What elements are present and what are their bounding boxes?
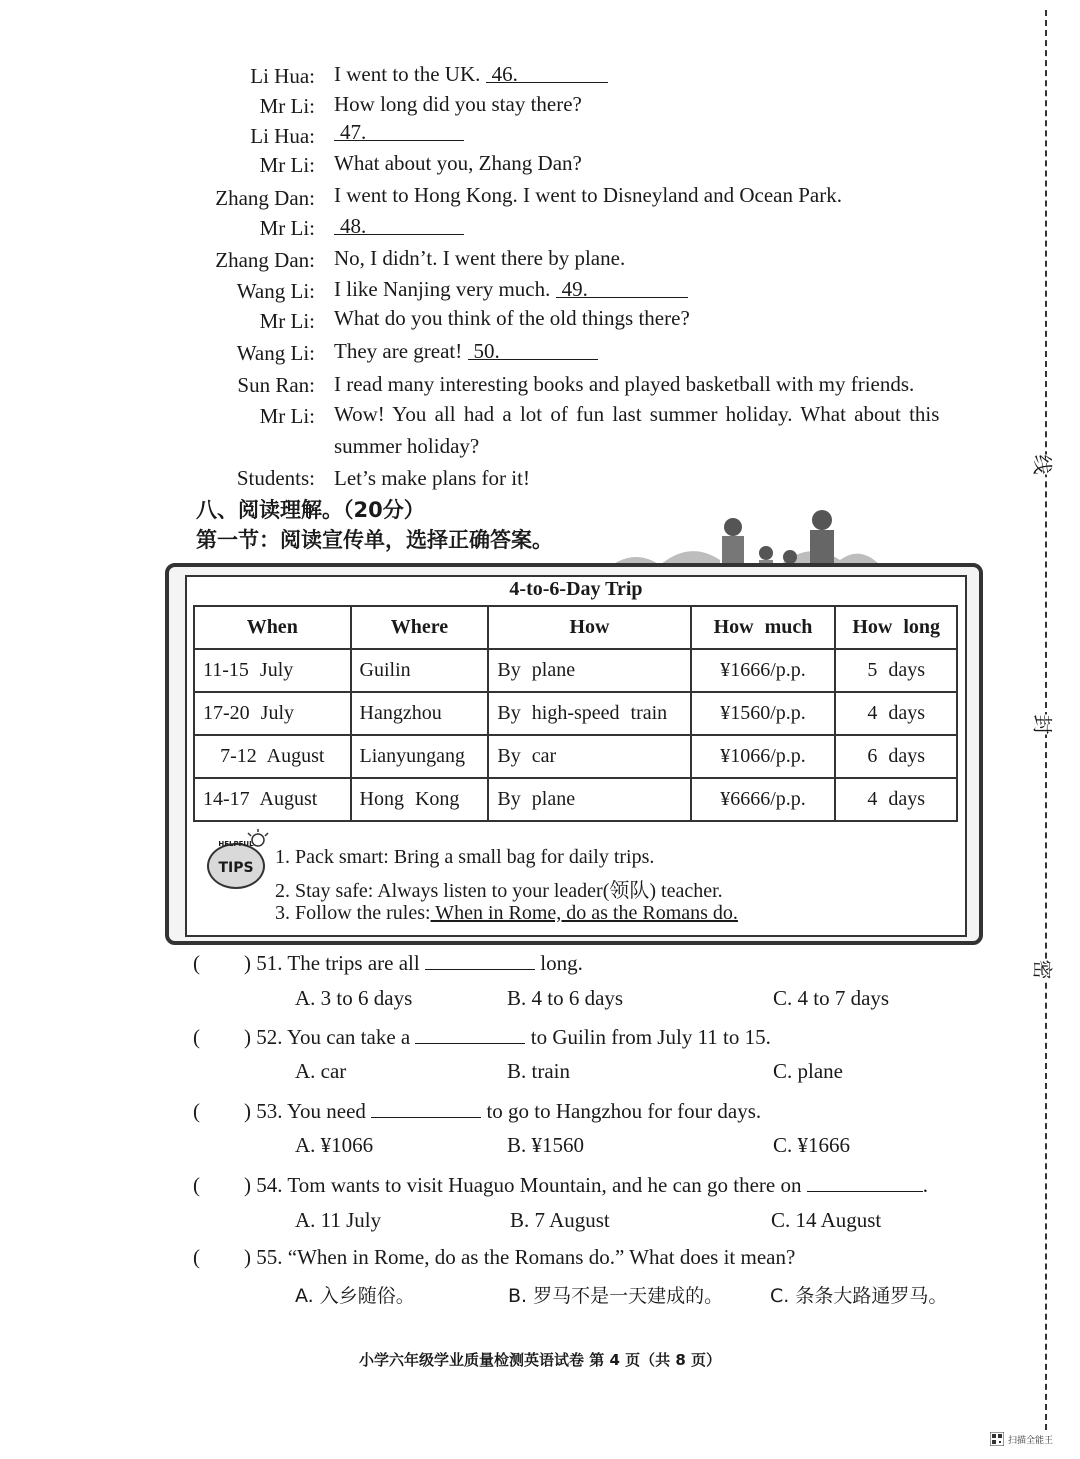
speaker: Mr Li: bbox=[259, 404, 315, 428]
question-text-end: to go to Hangzhou for four days. bbox=[486, 1099, 762, 1123]
margin-char: 线 bbox=[1030, 455, 1059, 475]
tip-proverb: When in Rome, do as the Romans do. bbox=[430, 902, 738, 924]
question-text-end: to Guilin from July 11 to 15. bbox=[530, 1025, 771, 1049]
column-header: How bbox=[488, 606, 690, 649]
question-text: 53. You need bbox=[256, 1099, 366, 1123]
answer-paren-close: ) bbox=[244, 1245, 251, 1269]
utterance-text: I like Nanjing very much. bbox=[334, 277, 551, 301]
trip-table bbox=[193, 605, 958, 822]
option-a: A. 11 July bbox=[295, 1208, 382, 1232]
tip-lead: 3. Follow the rules: bbox=[275, 902, 431, 924]
table-row bbox=[194, 649, 957, 692]
utterance: How long did you stay there? bbox=[334, 92, 582, 116]
question-text-end: . bbox=[922, 1173, 928, 1197]
margin-char: 封 bbox=[1030, 715, 1059, 735]
question-54 bbox=[193, 1171, 928, 1198]
column-header: When bbox=[194, 606, 351, 649]
cell-how: By plane bbox=[488, 649, 690, 692]
utterance-text: I went to the UK. bbox=[334, 62, 481, 86]
answer-blank: 48. bbox=[334, 214, 464, 235]
option-b: B. train bbox=[507, 1059, 570, 1083]
option-c: C. 14 August bbox=[771, 1208, 882, 1232]
utterance bbox=[334, 339, 598, 363]
option-c: C. 条条大路通罗马。 bbox=[770, 1285, 948, 1307]
trip-title: 4-to-6-Day Trip bbox=[509, 578, 643, 600]
cell-how-long: 4 days bbox=[835, 778, 957, 821]
speaker: Wang Li: bbox=[236, 279, 315, 303]
child-head bbox=[783, 550, 797, 564]
option-c: C. 4 to 7 days bbox=[773, 986, 890, 1010]
option-a: A. ¥1066 bbox=[295, 1133, 374, 1157]
answer-paren-close: ) bbox=[244, 1173, 251, 1197]
cell-when: 14-17 August bbox=[194, 778, 351, 821]
option-a: A. car bbox=[295, 1059, 347, 1083]
child-head bbox=[759, 546, 773, 560]
scan-stamp: 扫描全能王 bbox=[1008, 1436, 1054, 1446]
tips-badge-label: TIPS bbox=[218, 860, 254, 876]
question-text: 51. The trips are all bbox=[256, 951, 420, 975]
question-51 bbox=[193, 949, 583, 976]
answer-paren-close: ) bbox=[244, 951, 251, 975]
utterance bbox=[334, 120, 464, 144]
answer-blank: 49. bbox=[556, 277, 688, 298]
traveler-head bbox=[812, 510, 832, 530]
traveler-head bbox=[724, 518, 742, 536]
tips-badge-small: HELPFUL bbox=[218, 840, 254, 848]
cell-how: By car bbox=[488, 735, 690, 778]
speaker: Sun Ran: bbox=[237, 373, 315, 397]
utterance bbox=[334, 277, 688, 301]
tip-item: 1. Pack smart: Bring a small bag for daily trips. bbox=[275, 846, 655, 868]
utterance: What about you, Zhang Dan? bbox=[334, 151, 582, 175]
speaker: Mr Li: bbox=[259, 216, 315, 240]
cell-how: By plane bbox=[488, 778, 690, 821]
speaker: Wang Li: bbox=[236, 341, 315, 365]
answer-blank: 47. bbox=[334, 120, 464, 141]
option-b: B. ¥1560 bbox=[507, 1133, 585, 1157]
cell-how-long: 6 days bbox=[835, 735, 957, 778]
speaker: Zhang Dan: bbox=[215, 248, 315, 272]
cell-where: Lianyungang bbox=[351, 735, 489, 778]
cell-how-much: ¥6666/p.p. bbox=[691, 778, 836, 821]
utterance: summer holiday? bbox=[334, 434, 480, 458]
speaker: Mr Li: bbox=[259, 94, 315, 118]
utterance bbox=[334, 214, 464, 238]
margin-char: 密 bbox=[1030, 960, 1059, 980]
speaker: Li Hua: bbox=[250, 124, 315, 148]
question-52 bbox=[193, 1023, 771, 1050]
section-subtitle: 第一节：阅读宣传单，选择正确答案。 bbox=[196, 528, 553, 552]
option-b: B. 罗马不是一天建成的。 bbox=[508, 1285, 724, 1307]
question-text: 55. “When in Rome, do as the Romans do.” What does it mean? bbox=[256, 1245, 796, 1269]
answer-blank: 46. bbox=[486, 62, 608, 83]
option-c: C. plane bbox=[773, 1059, 843, 1083]
section-title: 八、阅读理解。（20分） bbox=[196, 498, 425, 522]
speaker: Li Hua: bbox=[250, 64, 315, 88]
cell-when: 7-12 August bbox=[194, 735, 351, 778]
utterance-text: They are great! bbox=[334, 339, 463, 363]
cell-how-long: 5 days bbox=[835, 649, 957, 692]
tip-item bbox=[275, 902, 738, 925]
cell-how-much: ¥1066/p.p. bbox=[691, 735, 836, 778]
cell-when: 17-20 July bbox=[194, 692, 351, 735]
cell-where: Hong Kong bbox=[351, 778, 489, 821]
utterance: What do you think of the old things there? bbox=[334, 306, 690, 330]
answer-blank bbox=[371, 1097, 481, 1118]
utterance: I read many interesting books and played basketball with my friends. bbox=[334, 372, 915, 396]
column-header: Where bbox=[351, 606, 489, 649]
option-a: A. 3 to 6 days bbox=[295, 986, 413, 1010]
option-b: B. 4 to 6 days bbox=[507, 986, 624, 1010]
answer-blank: 50. bbox=[468, 339, 598, 360]
answer-blank bbox=[807, 1171, 923, 1192]
utterance bbox=[334, 62, 608, 86]
question-text: 54. Tom wants to visit Huaguo Mountain, and he can go there on bbox=[256, 1173, 802, 1197]
table-row bbox=[194, 692, 957, 735]
lightbulb-icon bbox=[245, 828, 271, 850]
cell-how-long: 4 days bbox=[835, 692, 957, 735]
answer-paren-close: ) bbox=[244, 1099, 251, 1123]
speaker: Mr Li: bbox=[259, 309, 315, 333]
column-header: How much bbox=[691, 606, 836, 649]
utterance: Wow! You all had a lot of fun last summer holiday. What about this bbox=[334, 402, 940, 426]
question-55 bbox=[193, 1245, 795, 1270]
cell-where: Guilin bbox=[351, 649, 489, 692]
tip-item: 2. Stay safe: Always listen to your leader(领队) teacher. bbox=[275, 880, 723, 902]
speaker: Students: bbox=[236, 466, 315, 490]
cell-how-much: ¥1560/p.p. bbox=[691, 692, 836, 735]
cell-where: Hangzhou bbox=[351, 692, 489, 735]
utterance: I went to Hong Kong. I went to Disneyland and Ocean Park. bbox=[334, 183, 842, 207]
answer-paren-open: ( bbox=[193, 1099, 200, 1123]
utterance: Let’s make plans for it! bbox=[334, 466, 530, 490]
column-header: How long bbox=[835, 606, 957, 649]
cell-how: By high-speed train bbox=[488, 692, 690, 735]
table-row bbox=[194, 735, 957, 778]
speaker: Mr Li: bbox=[259, 153, 315, 177]
cell-when: 11-15 July bbox=[194, 649, 351, 692]
qr-code-icon bbox=[990, 1432, 1004, 1446]
answer-paren-open: ( bbox=[193, 1245, 200, 1269]
question-53 bbox=[193, 1097, 761, 1124]
table-row bbox=[194, 778, 957, 821]
option-c: C. ¥1666 bbox=[773, 1133, 851, 1157]
answer-blank bbox=[425, 949, 535, 970]
answer-blank bbox=[415, 1023, 525, 1044]
page-footer: 小学六年级学业质量检测英语试卷 第 4 页（共 8 页） bbox=[359, 1351, 721, 1369]
table-header-row bbox=[194, 606, 957, 649]
answer-paren-close: ) bbox=[244, 1025, 251, 1049]
answer-paren-open: ( bbox=[193, 1025, 200, 1049]
utterance: No, I didn’t. I went there by plane. bbox=[334, 246, 626, 270]
option-b: B. 7 August bbox=[510, 1208, 610, 1232]
option-a: A. 入乡随俗。 bbox=[295, 1285, 415, 1307]
answer-paren-open: ( bbox=[193, 951, 200, 975]
speaker: Zhang Dan: bbox=[215, 186, 315, 210]
answer-paren-open: ( bbox=[193, 1173, 200, 1197]
question-text-end: long. bbox=[540, 951, 583, 975]
cell-how-much: ¥1666/p.p. bbox=[691, 649, 836, 692]
question-text: 52. You can take a bbox=[256, 1025, 411, 1049]
